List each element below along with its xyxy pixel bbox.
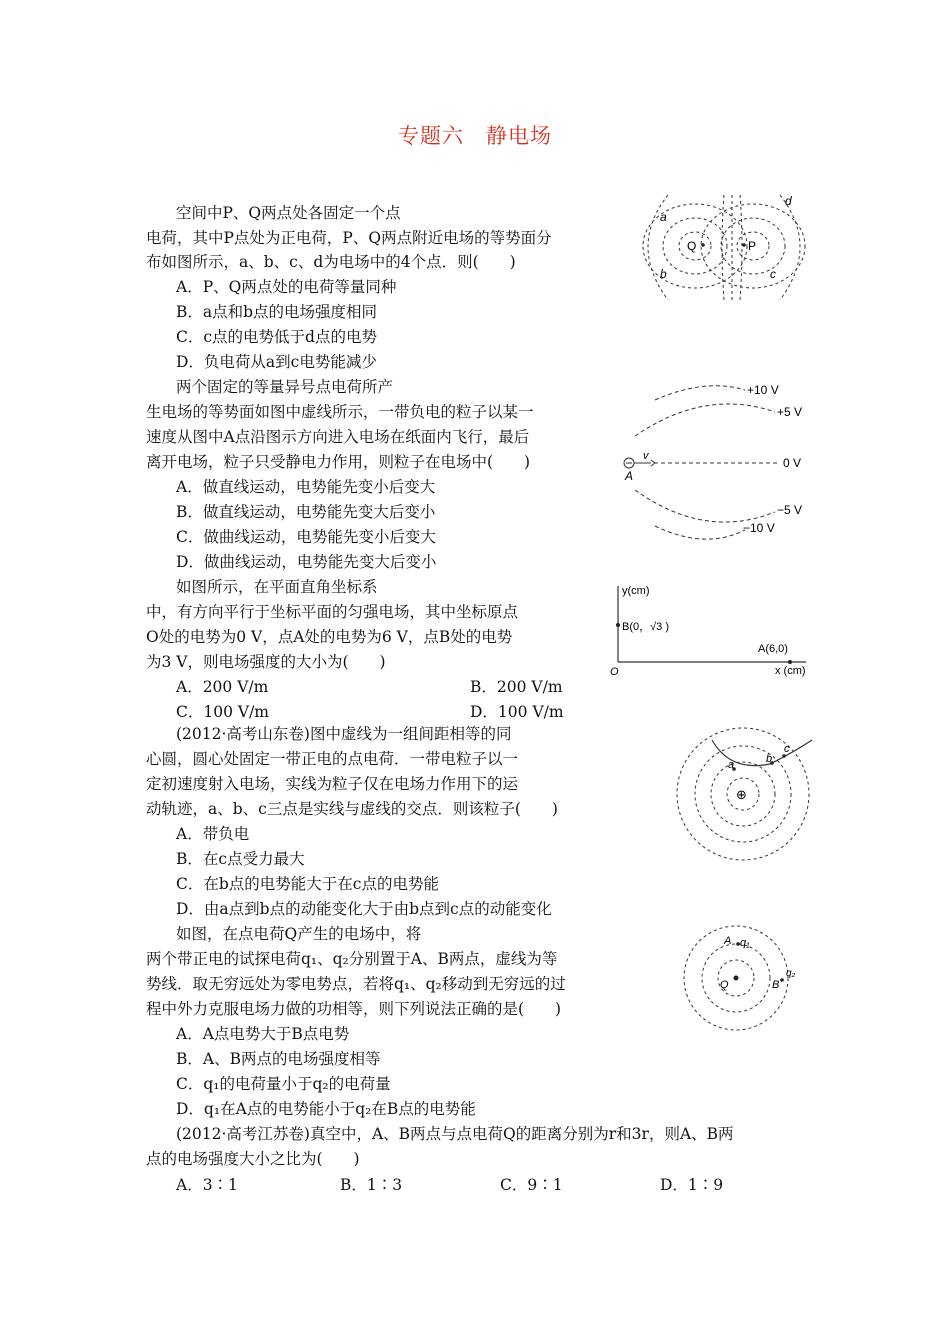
q2-label-minus10: −10 V [743,521,775,535]
q4-option-c: C．在b点的电势能大于在c点的电势能 [176,875,439,893]
q2-option-c: C．做曲线运动，电势能先变小后变大 [176,528,436,546]
q5-option-b: B．A、B两点的电场强度相等 [176,1050,381,1068]
q2-stem-line-3: 速度从图中A点沿图示方向进入电场在纸面内飞行，最后 [146,428,530,446]
q3-option-b: B．200 V/m [470,678,563,696]
q6-option-c: C．9∶1 [500,1176,563,1194]
q3-stem-line-2: 中，有方向平行于坐标平面的匀强电场，其中坐标原点 [146,603,519,621]
q3-y-axis-label: y(cm) [622,585,650,597]
q1-stem-line-2: 电荷，其中P点处为正电荷，P、Q两点附近电场的等势面分 [146,229,552,247]
q1-option-a: A．P、Q两点处的电荷等量同种 [176,278,397,296]
q2-option-d: D．做曲线运动，电势能先变大后变小 [176,553,437,571]
q3-option-a: A．200 V/m [176,678,269,696]
q2-label-plus10: +10 V [747,383,779,397]
q4-stem-line-1: (2012·高考山东卷)图中虚线为一组间距相等的同 [176,725,512,743]
page-title: 专题六 静电场 [398,124,552,148]
q1-option-c: C．c点的电势低于d点的电势 [176,328,377,346]
q1-label-Q: Q [687,239,697,253]
q4-label-a: a [728,759,735,771]
q2-stem-line-4: 离开电场，粒子只受静电力作用，则粒子在电场中( ) [146,453,531,471]
q1-stem-line-3: 布如图所示，a、b、c、d为电场中的4个点．则( ) [146,253,516,271]
q3-stem-line-3: O处的电势为0 V，点A处的电势为6 V，点B处的电势 [146,628,513,646]
q5-label-A: A [724,935,732,947]
q5-option-a: A．A点电势大于B点电势 [176,1025,350,1043]
q3-stem-line-4: 为3 V，则电场强度的大小为( ) [146,653,386,671]
q5-option-c: C．q₁的电荷量小于q₂的电荷量 [176,1075,391,1093]
q2-equipotential-figure [615,378,830,543]
q4-stem-line-2: 心圆，圆心处固定一带正电的点电荷．一带电粒子以一 [146,750,519,768]
q5-stem-line-4: 程中外力克服电场力做的功相等，则下列说法正确的是( ) [146,1000,562,1018]
q2-label-v: v [643,450,649,462]
q2-option-b: B．做直线运动，电势能先变大后变小 [176,503,436,521]
q6-option-a: A．3∶1 [176,1176,238,1194]
q5-option-d: D．q₁在A点的电势能小于q₂在B点的电势能 [176,1100,476,1118]
q1-option-b: B．a点和b点的电场强度相同 [176,303,378,321]
q1-equipotential-figure [620,190,820,310]
q5-label-q2: q₂ [786,968,796,979]
q1-label-P: P [748,239,757,253]
q1-label-c: c [770,267,776,281]
q2-label-A: A [625,469,634,483]
q5-stem-line-1: 如图，在点电荷Q产生的电场中，将 [176,925,422,943]
q3-option-d: D．100 V/m [470,703,564,721]
q2-label-plus5: +5 V [777,405,803,419]
q5-stem-line-2: 两个带正电的试探电荷q₁、q₂分别置于A、B两点，虚线为等 [146,950,558,968]
q3-origin-label: O [610,666,619,678]
q4-label-c: c [784,743,790,755]
q2-label-minus5: −5 V [777,503,803,517]
q1-stem-line-1: 空间中P、Q两点处各固定一个点 [176,204,401,222]
q4-concentric-figure [670,722,820,867]
q2-label-zero: 0 V [783,456,802,470]
q3-coordinate-figure [610,580,810,680]
q4-positive-charge-icon: ⊕ [736,787,747,802]
q1-label-d: d [785,194,792,208]
q4-stem-line-4: 动轨迹，a、b、c三点是实线与虚线的交点．则该粒子( ) [146,800,558,818]
q2-stem-line-2: 生电场的等势面如图中虚线所示，一带负电的粒子以某一 [146,403,534,421]
q6-stem-line-1: (2012·高考江苏卷)真空中，A、B两点与点电荷Q的距离分别为r和3r，则A、B两 [176,1125,734,1143]
q1-option-d: D．负电荷从a到c电势能减少 [176,353,377,371]
q4-option-b: B．在c点受力最大 [176,850,305,868]
q5-label-q1: q₁ [740,937,750,949]
q5-label-Q: Q [720,979,729,991]
q1-label-a: a [660,210,667,224]
q5-stem-line-3: 势线．取无穷远处为零电势点，若将q₁、q₂移动到无穷远的过 [146,975,566,993]
q5-point-charge-figure [680,922,810,1034]
q2-option-a: A．做直线运动，电势能先变小后变大 [176,478,436,496]
q3-stem-line-1: 如图所示，在平面直角坐标系 [176,578,378,596]
q3-point-A-label: A(6,0) [758,643,788,655]
q6-option-d: D．1∶9 [660,1176,724,1194]
q4-option-d: D．由a点到b点的动能变化大于由b点到c点的动能变化 [176,900,552,918]
q3-x-axis-label: x (cm) [775,665,806,677]
q2-stem-line-1: 两个固定的等量异号点电荷所产 [176,378,394,396]
q4-stem-line-3: 定初速度射入电场，实线为粒子仅在电场力作用下的运 [146,775,519,793]
q6-option-b: B．1∶3 [340,1176,403,1194]
q4-option-a: A．带负电 [176,825,250,843]
q3-point-B-label: B(0，√3 ) [622,621,669,633]
q1-label-b: b [660,267,667,281]
q5-label-B: B [772,979,780,991]
q4-label-b: b [766,753,773,765]
q3-option-c: C．100 V/m [176,703,269,721]
q6-stem-line-2: 点的电场强度大小之比为( ) [146,1150,360,1168]
